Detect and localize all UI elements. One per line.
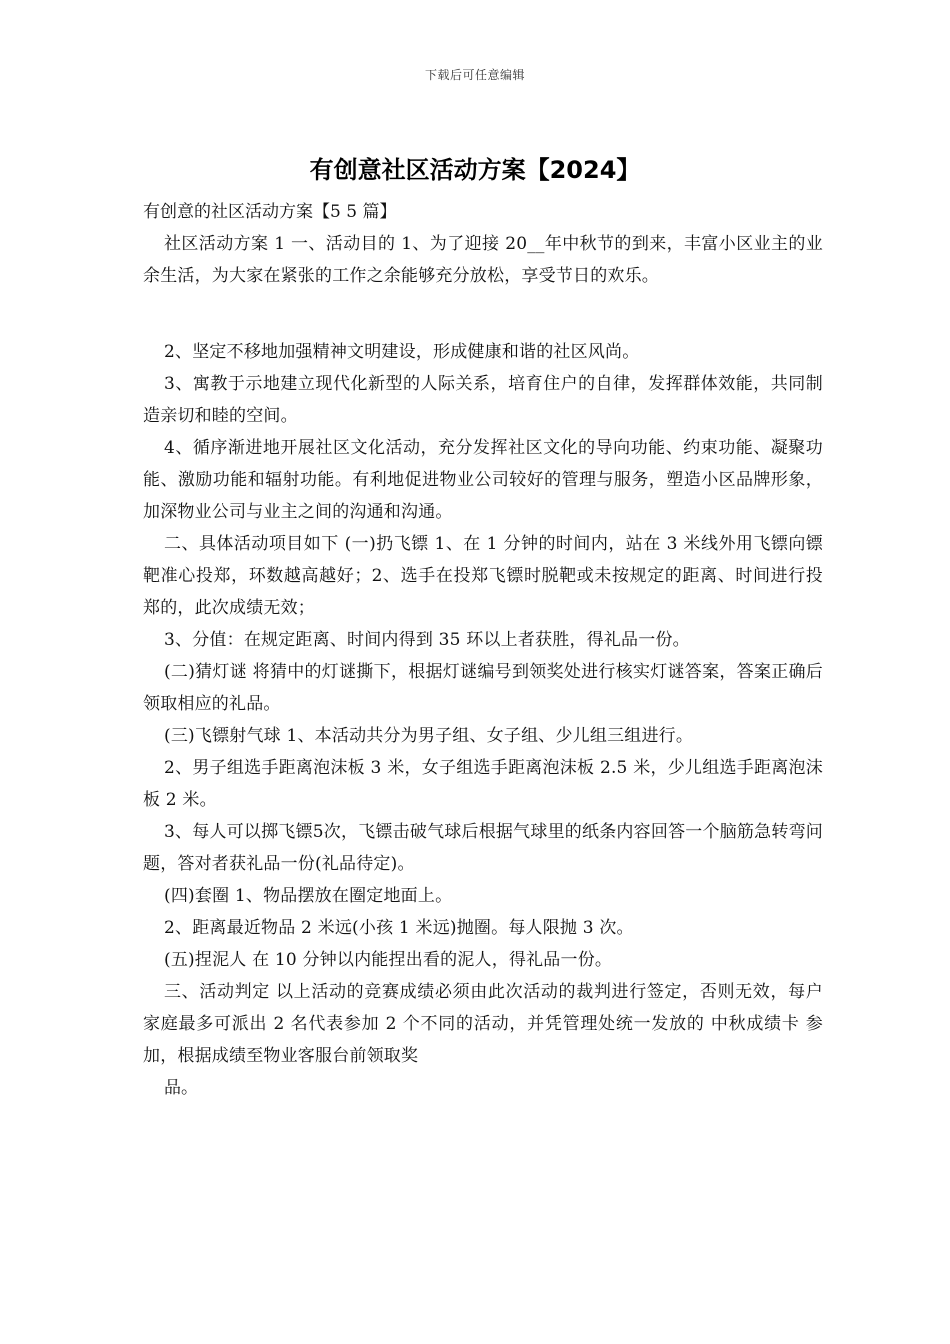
paragraph-14: 三、活动判定 以上活动的竞赛成绩必须由此次活动的裁判进行签定，否则无效，每户家庭最多可派出 2 名代表参加 2 个不同的活动，并凭管理处统一发放的 中秋成绩卡 参加，根据成绩至物业客服台前领取奖 xyxy=(143,982,823,1066)
header-note: 下载后可任意编辑 xyxy=(424,68,525,82)
paragraph-2: 2、坚定不移地加强精神文明建设，形成健康和谐的社区风尚。 xyxy=(164,342,640,362)
paragraph-5: 二、具体活动项目如下 (一)扔飞镖 1、在 1 分钟的时间内，站在 3 米线外用飞镖向镖靶准心投郑，环数越高越好；2、选手在投郑飞镖时脱靶或未按规定的距离、时间进行投郑的，此次成绩无效； xyxy=(143,534,823,618)
document-title: 有创意社区活动方案【2024】 xyxy=(309,156,641,184)
paragraph-3: 3、寓教于示地建立现代化新型的人际关系，培育住户的自律，发挥群体效能，共同制造亲切和睦的空间。 xyxy=(143,374,823,426)
paragraph-13: (五)捏泥人 在 10 分钟以内能捏出看的泥人，得礼品一份。 xyxy=(164,950,613,970)
document-body xyxy=(143,196,823,1104)
paragraph-tail: 品。 xyxy=(164,1078,198,1098)
paragraph-9: 2、男子组选手距离泡沫板 3 米，女子组选手距离泡沫板 2.5 米，少儿组选手距离泡沫板 2 米。 xyxy=(143,758,823,810)
paragraph-10: 3、每人可以掷飞镖5次，飞镖击破气球后根据气球里的纸条内容回答一个脑筋急转弯问题，答对者获礼品一份(礼品待定)。 xyxy=(143,822,823,874)
document-subtitle: 有创意的社区活动方案【5 5 篇】 xyxy=(143,202,397,222)
paragraph-11: (四)套圈 1、物品摆放在圈定地面上。 xyxy=(164,886,453,906)
paragraph-1: 社区活动方案 1 一、活动目的 1、为了迎接 20__年中秋节的到来，丰富小区业主的业余生活，为大家在紧张的工作之余能够充分放松，享受节日的欢乐。 xyxy=(143,234,823,286)
paragraph-7: (二)猜灯谜 将猜中的灯谜撕下，根据灯谜编号到领奖处进行核实灯谜答案，答案正确后领取相应的礼品。 xyxy=(143,662,823,714)
paragraph-4: 4、循序渐进地开展社区文化活动，充分发挥社区文化的导向功能、约束功能、凝聚功能、激励功能和辐射功能。有利地促进物业公司较好的管理与服务，塑造小区品牌形象，加深物业公司与业主之间的沟通和沟通。 xyxy=(143,438,823,522)
paragraph-8: (三)飞镖射气球 1、本活动共分为男子组、女子组、少儿组三组进行。 xyxy=(164,726,694,746)
paragraph-6: 3、分值：在规定距离、时间内得到 35 环以上者获胜，得礼品一份。 xyxy=(164,630,690,650)
paragraph-12: 2、距离最近物品 2 米远(小孩 1 米远)抛圈。每人限抛 3 次。 xyxy=(164,918,634,938)
